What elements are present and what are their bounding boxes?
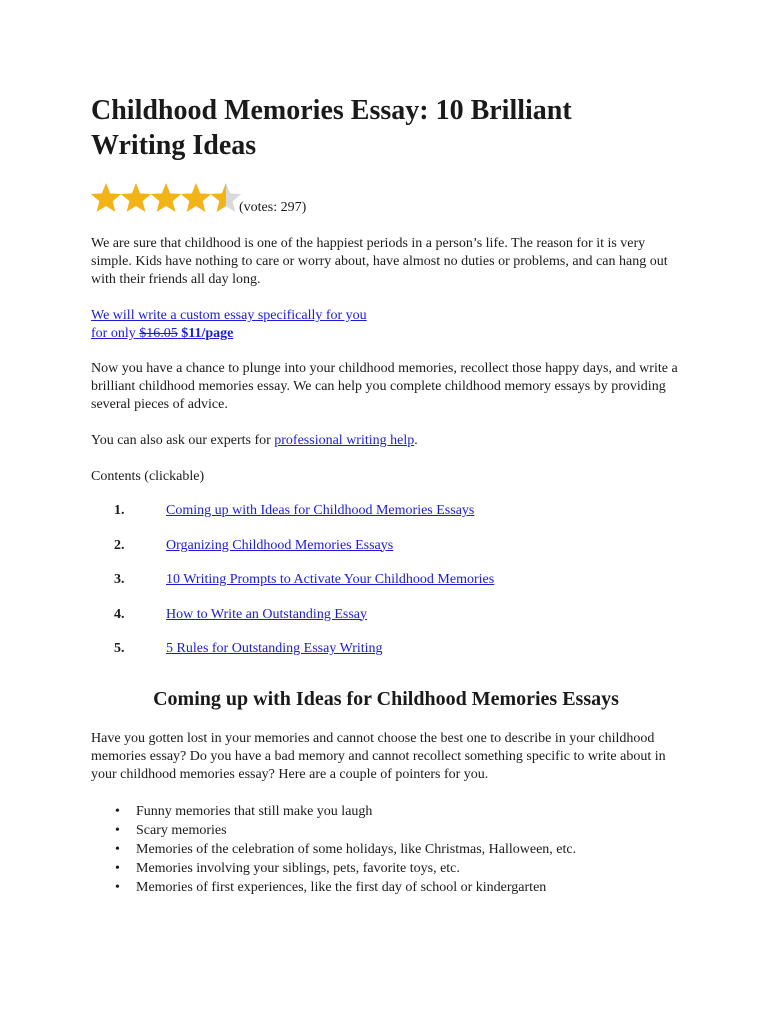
new-price: $11/page xyxy=(181,326,234,341)
toc-link-rules[interactable]: 5 Rules for Outstanding Essay Writing xyxy=(166,641,383,656)
chance-paragraph: Now you have a chance to plunge into your childhood memories, recollect those happy days, and write a brilliant childhood memories essay. We can help you complete childhood memory essays by providing several pieces of advice. xyxy=(91,361,678,412)
toc-number: 1. xyxy=(114,503,125,518)
old-price: $16.05 xyxy=(139,326,178,341)
bullet-icon: • xyxy=(115,842,120,857)
toc-item xyxy=(91,571,681,606)
section-heading: Coming up with Ideas for Childhood Memories Essays xyxy=(153,688,619,710)
list-item-text: Funny memories that still make you laugh xyxy=(136,804,373,819)
list-item-text: Memories of the celebration of some holidays, like Christmas, Halloween, etc. xyxy=(136,842,577,857)
list-item-text: Memories involving your siblings, pets, favorite toys, etc. xyxy=(136,861,460,876)
ask-experts-paragraph xyxy=(91,432,671,450)
toc-item xyxy=(91,606,681,641)
custom-essay-link[interactable]: We will write a custom essay specifically for you xyxy=(91,308,367,323)
bullet-icon: • xyxy=(115,823,120,838)
for-only-text: for only xyxy=(91,326,136,341)
table-of-contents xyxy=(91,502,681,675)
toc-item xyxy=(91,502,681,537)
rating-star-4-icon[interactable] xyxy=(181,183,211,212)
professional-writing-help-link[interactable]: professional writing help xyxy=(274,433,415,448)
toc-item xyxy=(91,537,681,572)
bullet-icon: • xyxy=(115,861,120,876)
rating-star-2-icon[interactable] xyxy=(121,183,151,212)
list-item xyxy=(91,802,681,821)
toc-link-organizing[interactable]: Organizing Childhood Memories Essays xyxy=(166,537,394,553)
toc-number: 5. xyxy=(114,641,125,656)
rating-star-3-icon[interactable] xyxy=(151,183,181,212)
ask-prefix: You can also ask our experts for xyxy=(91,433,275,448)
memory-ideas-list xyxy=(91,802,681,897)
bullet-icon: • xyxy=(115,880,120,895)
toc-number: 2. xyxy=(114,537,125,553)
toc-link-outstanding-essay[interactable]: How to Write an Outstanding Essay xyxy=(166,606,367,622)
bullet-icon: • xyxy=(115,804,120,819)
ask-suffix: . xyxy=(414,433,418,448)
page-title: Childhood Memories Essay: 10 Brilliant Writing Ideas xyxy=(91,95,572,161)
list-item xyxy=(91,821,681,840)
toc-item xyxy=(91,640,681,675)
rating-stars[interactable] xyxy=(91,182,241,216)
list-item-text: Memories of first experiences, like the first day of school or kindergarten xyxy=(136,880,547,895)
price-link[interactable] xyxy=(91,326,233,341)
toc-link-ideas[interactable]: Coming up with Ideas for Childhood Memories Essays xyxy=(166,503,475,518)
rating-star-1-icon[interactable] xyxy=(91,183,121,212)
section-intro-paragraph: Have you gotten lost in your memories and cannot choose the best one to describe in your childhood memories essay? Do you have a bad memory and cannot recollect something specific to write about in your childhood memories essay? Here are a couple of pointers for you. xyxy=(91,731,666,782)
toc-link-prompts[interactable]: 10 Writing Prompts to Activate Your Childhood Memories xyxy=(166,572,495,587)
list-item xyxy=(91,878,681,897)
contents-label: Contents (clickable) xyxy=(91,469,205,484)
list-item xyxy=(91,840,681,859)
custom-essay-promo xyxy=(91,307,671,343)
list-item-text: Scary memories xyxy=(136,823,227,838)
votes-count: (votes: 297) xyxy=(239,200,307,215)
toc-number: 4. xyxy=(114,606,125,622)
intro-paragraph: We are sure that childhood is one of the happiest periods in a person’s life. The reason for it is very simple. Kids have nothing to care or worry about, have almost no duties or problems, and can hang out with their friends all day long. xyxy=(91,236,668,287)
toc-number: 3. xyxy=(114,572,125,587)
list-item xyxy=(91,859,681,878)
